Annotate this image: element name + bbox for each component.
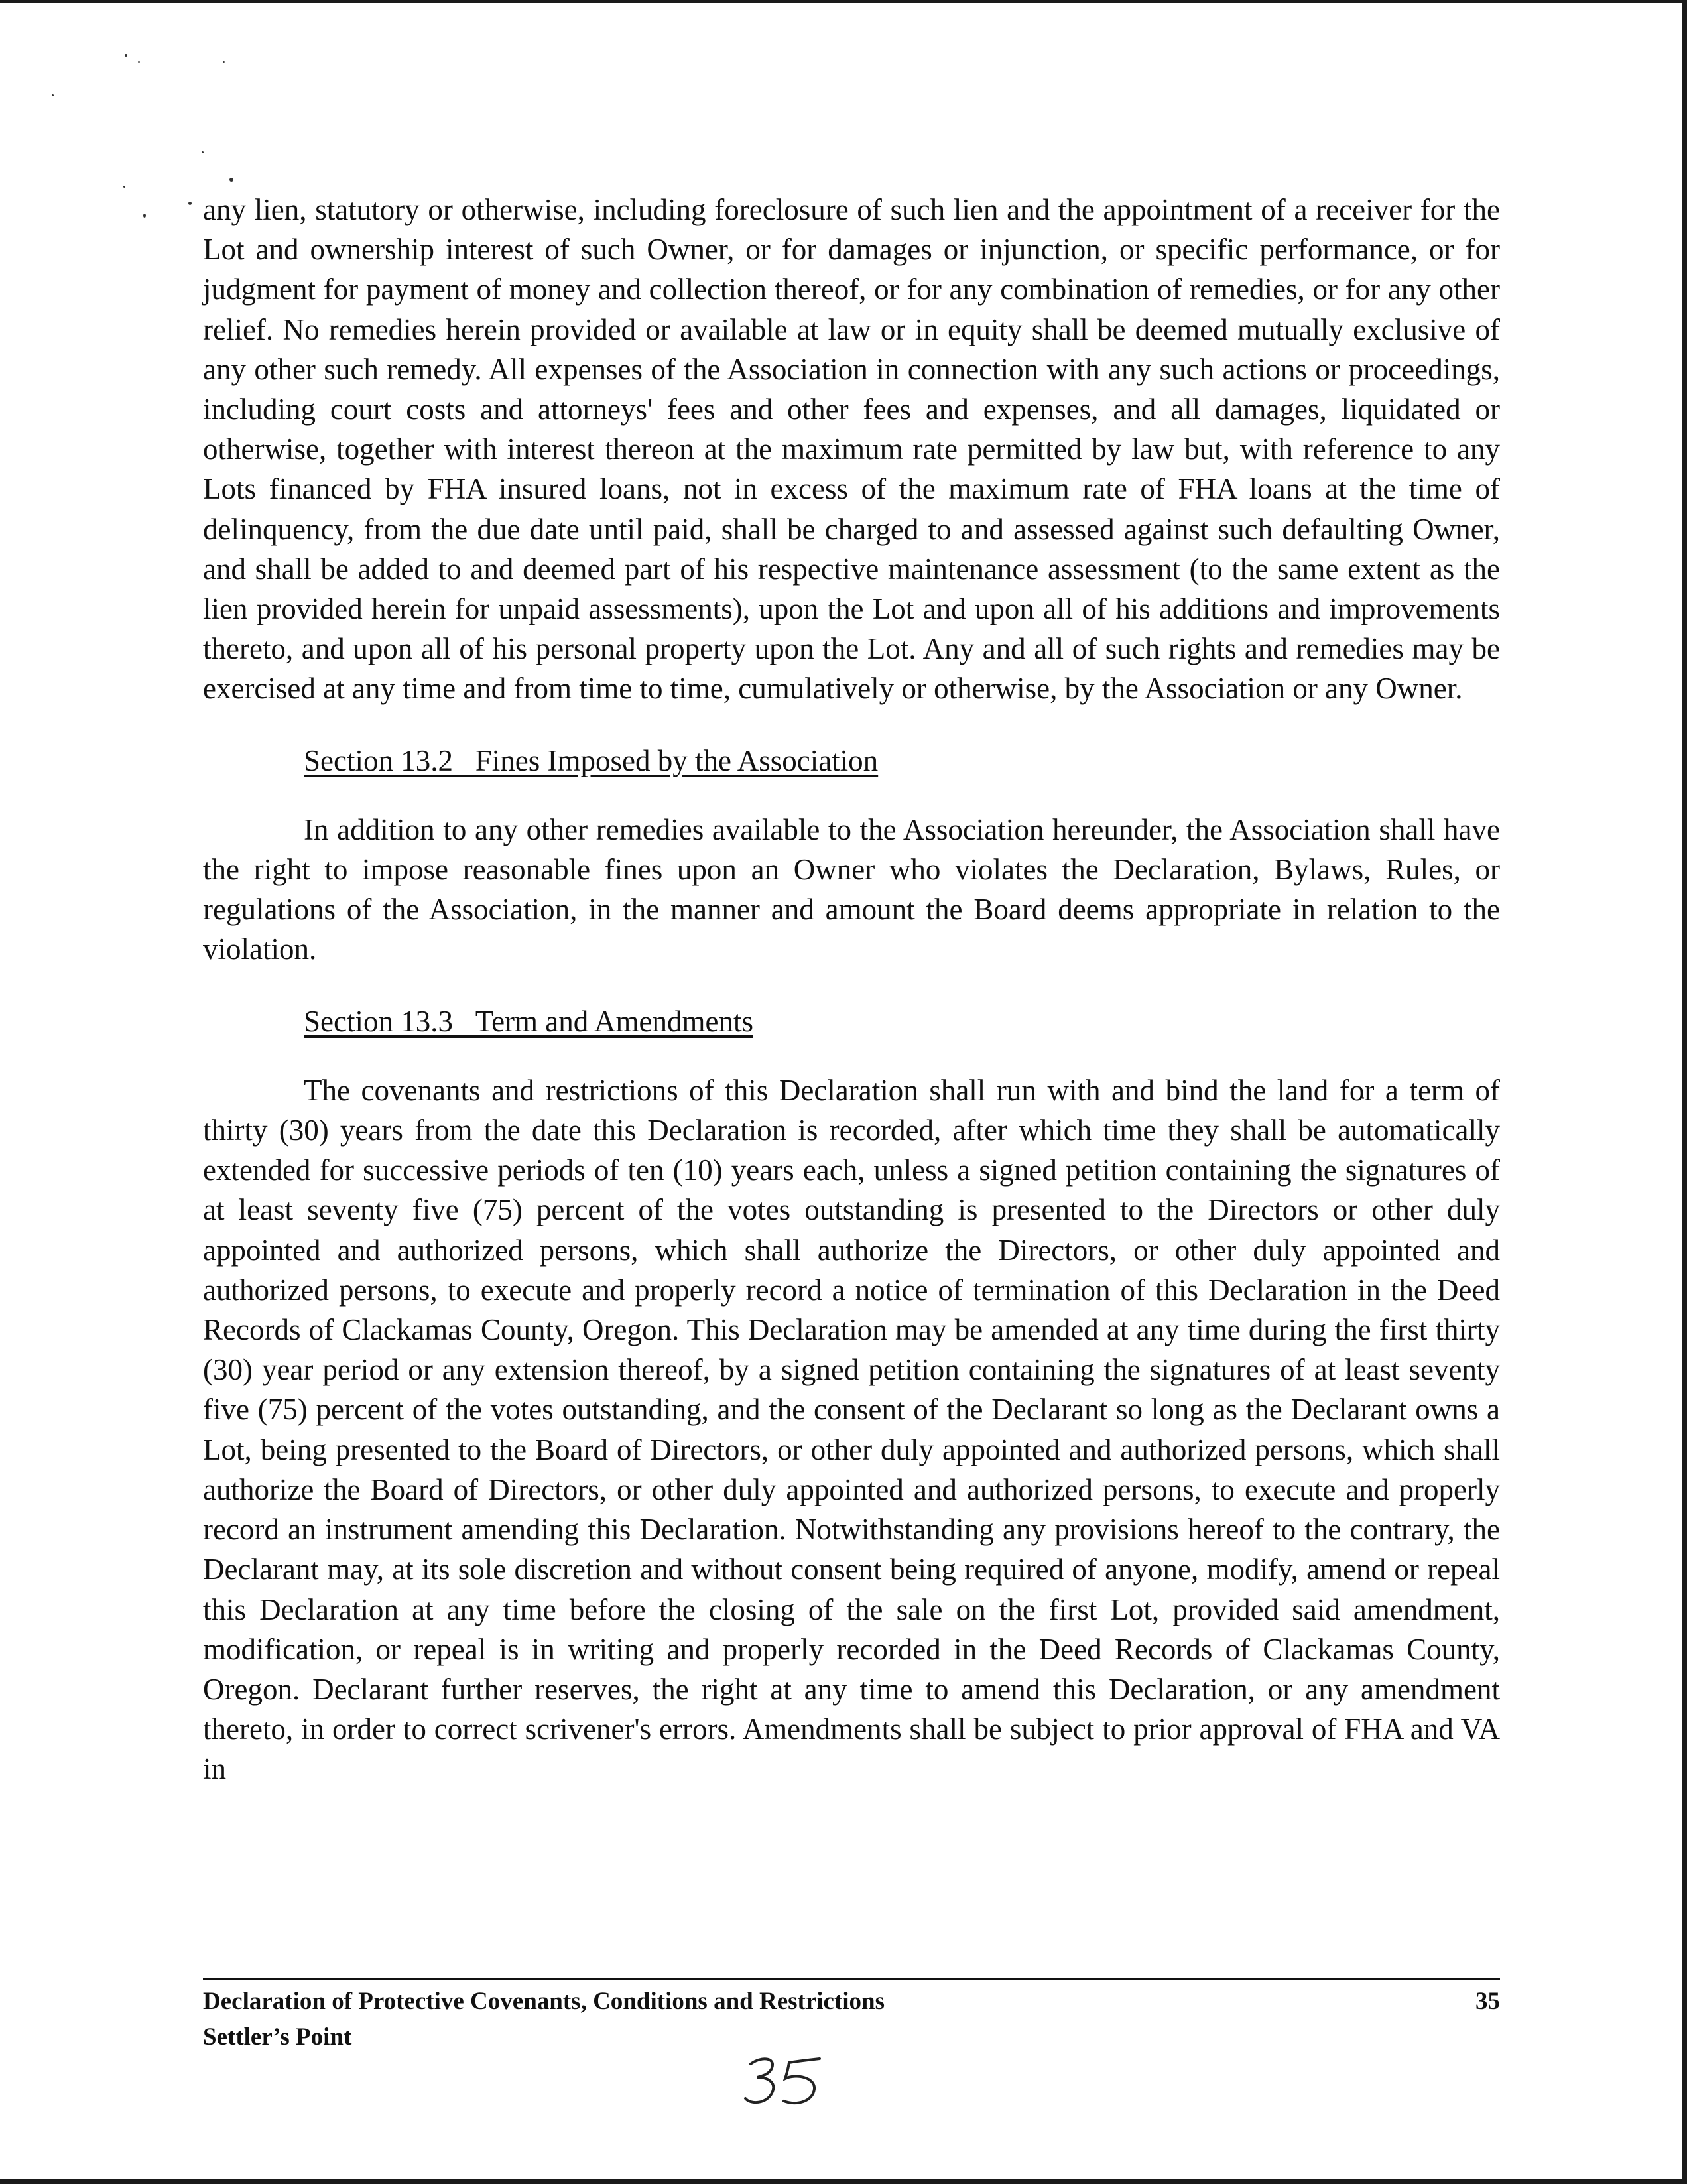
scan-speck [188,202,192,205]
scan-speck [229,178,233,182]
handwritten-page-number [741,2052,828,2112]
footer-page-number: 35 [1475,1988,1500,2015]
document-body [203,190,1500,1789]
footer-subtitle: Settler’s Point [203,2023,352,2051]
scan-speck [52,94,54,96]
scan-border-bottom [0,2179,1687,2184]
section-13-3-heading: Section 13.3 Term and Amendments [304,1004,753,1038]
footer-title: Declaration of Protective Covenants, Conditions and Restrictions [203,1988,885,2015]
section-13-2-heading: Section 13.2 Fines Imposed by the Association [304,743,879,777]
continuation-paragraph: any lien, statutory or otherwise, including foreclosure of such lien and the appointment of a receiver for the Lot and ownership interest of such Owner, or for damages or injunction, or specific performance, or for judgment for payment of money and collection thereof, or for any combination of remedies, or for any other relief. No remedies herein provided or available at law or in equity shall be deemed mutually exclusive of any other such remedy. All expenses of the Association in connection with any such actions or proceedings, including court costs and attorneys' fees and other fees and expenses, and all damages, liquidated or otherwise, together with interest thereon at the maximum rate permitted by law but, with reference to any Lots financed by FHA insured loans, not in excess of the maximum rate of FHA loans at the time of delinquency, from the due date until paid, shall be charged to and assessed against such defaulting Owner, and shall be added to and deemed part of his respective maintenance assessment (to the same extent as the lien provided herein for unpaid assessments), upon the Lot and upon all of his additions and improvements thereto, and upon all of his personal property upon the Lot. Any and all of such rights and remedies may be exercised at any time and from time to time, cumulatively or otherwise, by the Association or any Owner. [203,193,1500,706]
section-13-2-paragraph: In addition to any other remedies available to the Association hereunder, the Association shall have the right to impose reasonable fines upon an Owner who violates the Declaration, Bylaws, Rules, or regulations of the Association, in the manner and amount the Board deems appropriate in relation to the violation. [203,812,1500,966]
scan-speck [138,61,140,63]
footer-divider [203,1978,1500,1980]
scan-speck [125,54,127,57]
scan-speck [223,61,225,63]
scan-speck [143,214,146,218]
scan-speck [123,186,125,188]
scan-border-top [0,0,1687,3]
scan-border-right [1682,0,1687,2184]
scan-speck [202,151,204,153]
section-13-3-paragraph: The covenants and restrictions of this Declaration shall run with and bind the land for a term of thirty (30) years from the date this Declaration is recorded, after which time they shall be automatically extended for successive periods of ten (10) years each, unless a signed petition containing the signatures of at least seventy five (75) percent of the votes outstanding is presented to the Directors or other duly appointed and authorized persons, which shall authorize the Directors, or other duly appointed and authorized persons, to execute and properly record a notice of termination of this Declaration in the Deed Records of Clackamas County, Oregon. This Declaration may be amended at any time during the first thirty (30) year period or any extension thereof, by a signed petition containing the signatures of at least seventy five (75) percent of the votes outstanding, and the consent of the Declarant so long as the Declarant owns a Lot, being presented to the Board of Directors, or other duly appointed and authorized persons, which shall authorize the Board of Directors, or other duly appointed and authorized persons, to execute and properly record an instrument amending this Declaration. Notwithstanding any provisions hereof to the contrary, the Declarant may, at its sole discretion and without consent being required of anyone, modify, amend or repeal this Declaration at any time before the closing of the sale on the first Lot, provided said amendment, modification, or repeal is in writing and properly recorded in the Deed Records of Clackamas County, Oregon. Declarant further reserves, the right at any time to amend this Declaration, or any amendment thereto, in order to correct scrivener's errors. Amendments shall be subject to prior approval of FHA and VA in [203,1073,1500,1786]
